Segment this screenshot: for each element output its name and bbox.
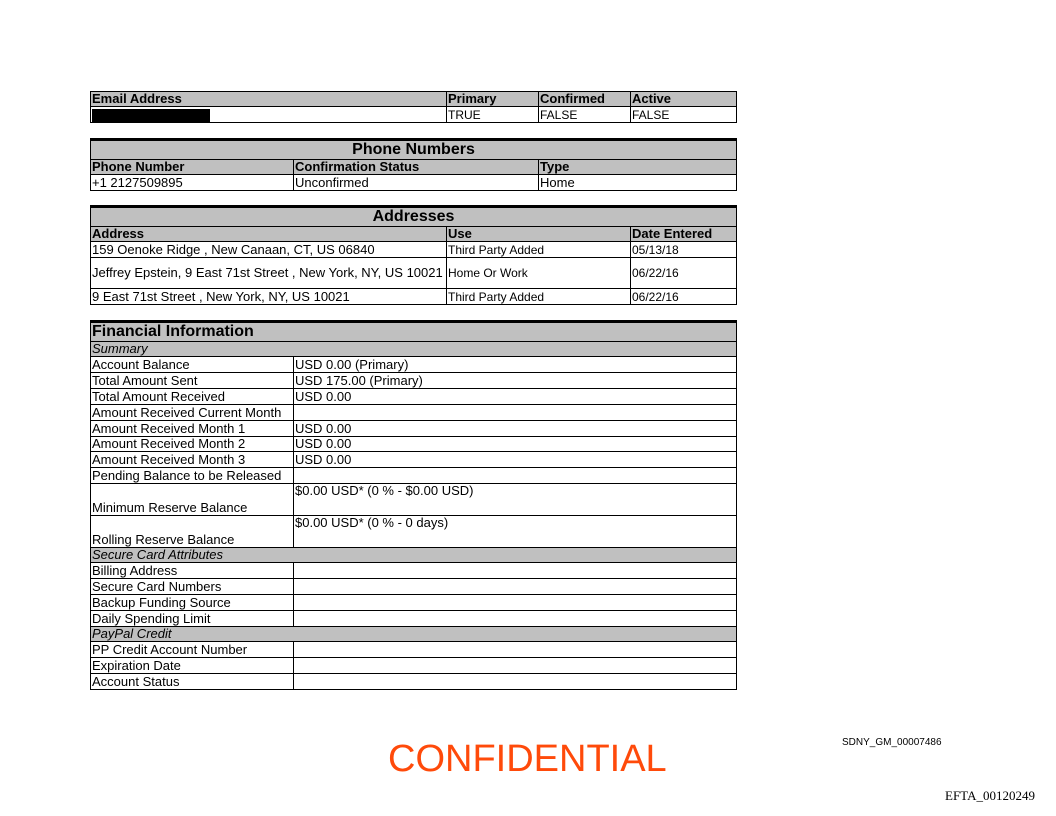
- table-row: [91, 289, 737, 305]
- column-header: Active: [631, 92, 737, 107]
- column-header: Confirmed: [539, 92, 631, 107]
- field-label: Backup Funding Source: [91, 595, 294, 611]
- address-cell: 159 Oenoke Ridge , New Canaan, CT, US 06840: [91, 242, 447, 258]
- field-value: $0.00 USD* (0 % - 0 days): [294, 516, 737, 548]
- field-label: Amount Received Month 1: [91, 421, 294, 437]
- phone-header-row: [91, 160, 737, 175]
- redaction-box: [92, 109, 210, 122]
- field-label: Minimum Reserve Balance: [91, 484, 294, 516]
- column-header: Use: [447, 227, 631, 242]
- phone-number-cell: +1 2127509895: [91, 175, 294, 191]
- confirmed-cell: FALSE: [539, 107, 631, 123]
- table-row: [91, 642, 737, 658]
- bates-number-sdny: SDNY_GM_00007486: [842, 737, 942, 748]
- table-row: [91, 674, 737, 690]
- addresses-table: [90, 205, 737, 305]
- use-cell: Third Party Added: [447, 289, 631, 305]
- section-title: Financial Information: [91, 322, 737, 342]
- table-row: [91, 258, 737, 289]
- field-label: Amount Received Month 3: [91, 452, 294, 468]
- field-value: USD 0.00: [294, 389, 737, 405]
- section-title: Phone Numbers: [91, 140, 737, 160]
- table-row: [91, 357, 737, 373]
- date-cell: 06/22/16: [631, 289, 737, 305]
- table-row: [91, 107, 737, 123]
- field-label: Rolling Reserve Balance: [91, 516, 294, 548]
- primary-cell: TRUE: [447, 107, 539, 123]
- section-title: Addresses: [91, 207, 737, 227]
- field-value: USD 0.00 (Primary): [294, 357, 737, 373]
- table-row: [91, 421, 737, 437]
- table-row: [91, 484, 737, 516]
- table-row: [91, 595, 737, 611]
- email-address-cell: [91, 107, 447, 123]
- table-row: [91, 468, 737, 484]
- table-row: [91, 563, 737, 579]
- field-label: Amount Received Month 2: [91, 437, 294, 452]
- table-row: [91, 373, 737, 389]
- confidential-watermark: CONFIDENTIAL: [388, 738, 667, 780]
- email-table: [90, 91, 737, 123]
- email-header-row: [91, 92, 737, 107]
- column-header: Confirmation Status: [294, 160, 539, 175]
- column-header: Type: [539, 160, 737, 175]
- field-value: [294, 674, 737, 690]
- field-label: Pending Balance to be Released: [91, 468, 294, 484]
- phone-type-cell: Home: [539, 175, 737, 191]
- table-row: [91, 516, 737, 548]
- address-cell: Jeffrey Epstein, 9 East 71st Street , New York, NY, US 10021: [91, 258, 447, 289]
- bates-number-efta: EFTA_00120249: [945, 788, 1035, 803]
- subsection-summary: Summary: [91, 342, 737, 357]
- field-label: Billing Address: [91, 563, 294, 579]
- field-value: [294, 595, 737, 611]
- table-row: [91, 405, 737, 421]
- date-cell: 06/22/16: [631, 258, 737, 289]
- table-row: [91, 389, 737, 405]
- table-row: [91, 579, 737, 595]
- date-cell: 05/13/18: [631, 242, 737, 258]
- phone-numbers-table: [90, 138, 737, 191]
- table-row: [91, 658, 737, 674]
- field-value: [294, 642, 737, 658]
- table-row: [91, 611, 737, 627]
- field-label: Expiration Date: [91, 658, 294, 674]
- active-cell: FALSE: [631, 107, 737, 123]
- table-row: [91, 452, 737, 468]
- field-value: [294, 658, 737, 674]
- field-value: USD 175.00 (Primary): [294, 373, 737, 389]
- column-header: Address: [91, 227, 447, 242]
- field-label: Secure Card Numbers: [91, 579, 294, 595]
- subsection-secure-card: Secure Card Attributes: [91, 548, 737, 563]
- field-value: $0.00 USD* (0 % - $0.00 USD): [294, 484, 737, 516]
- column-header: Phone Number: [91, 160, 294, 175]
- field-label: Account Balance: [91, 357, 294, 373]
- field-value: USD 0.00: [294, 421, 737, 437]
- column-header: Email Address: [91, 92, 447, 107]
- confirmation-status-cell: Unconfirmed: [294, 175, 539, 191]
- use-cell: Third Party Added: [447, 242, 631, 258]
- field-label: Total Amount Received: [91, 389, 294, 405]
- field-label: Total Amount Sent: [91, 373, 294, 389]
- table-row: [91, 437, 737, 452]
- field-value: USD 0.00: [294, 437, 737, 452]
- field-value: [294, 579, 737, 595]
- column-header: Primary: [447, 92, 539, 107]
- use-cell: Home Or Work: [447, 258, 631, 289]
- address-header-row: [91, 227, 737, 242]
- subsection-paypal-credit: PayPal Credit: [91, 627, 737, 642]
- financial-information-table: [90, 320, 737, 690]
- field-value: [294, 468, 737, 484]
- field-label: Daily Spending Limit: [91, 611, 294, 627]
- table-row: [91, 242, 737, 258]
- field-value: USD 0.00: [294, 452, 737, 468]
- column-header: Date Entered: [631, 227, 737, 242]
- field-value: [294, 611, 737, 627]
- table-row: [91, 175, 737, 191]
- field-label: PP Credit Account Number: [91, 642, 294, 658]
- field-value: [294, 405, 737, 421]
- field-label: Amount Received Current Month: [91, 405, 294, 421]
- field-value: [294, 563, 737, 579]
- field-label: Account Status: [91, 674, 294, 690]
- address-cell: 9 East 71st Street , New York, NY, US 10021: [91, 289, 447, 305]
